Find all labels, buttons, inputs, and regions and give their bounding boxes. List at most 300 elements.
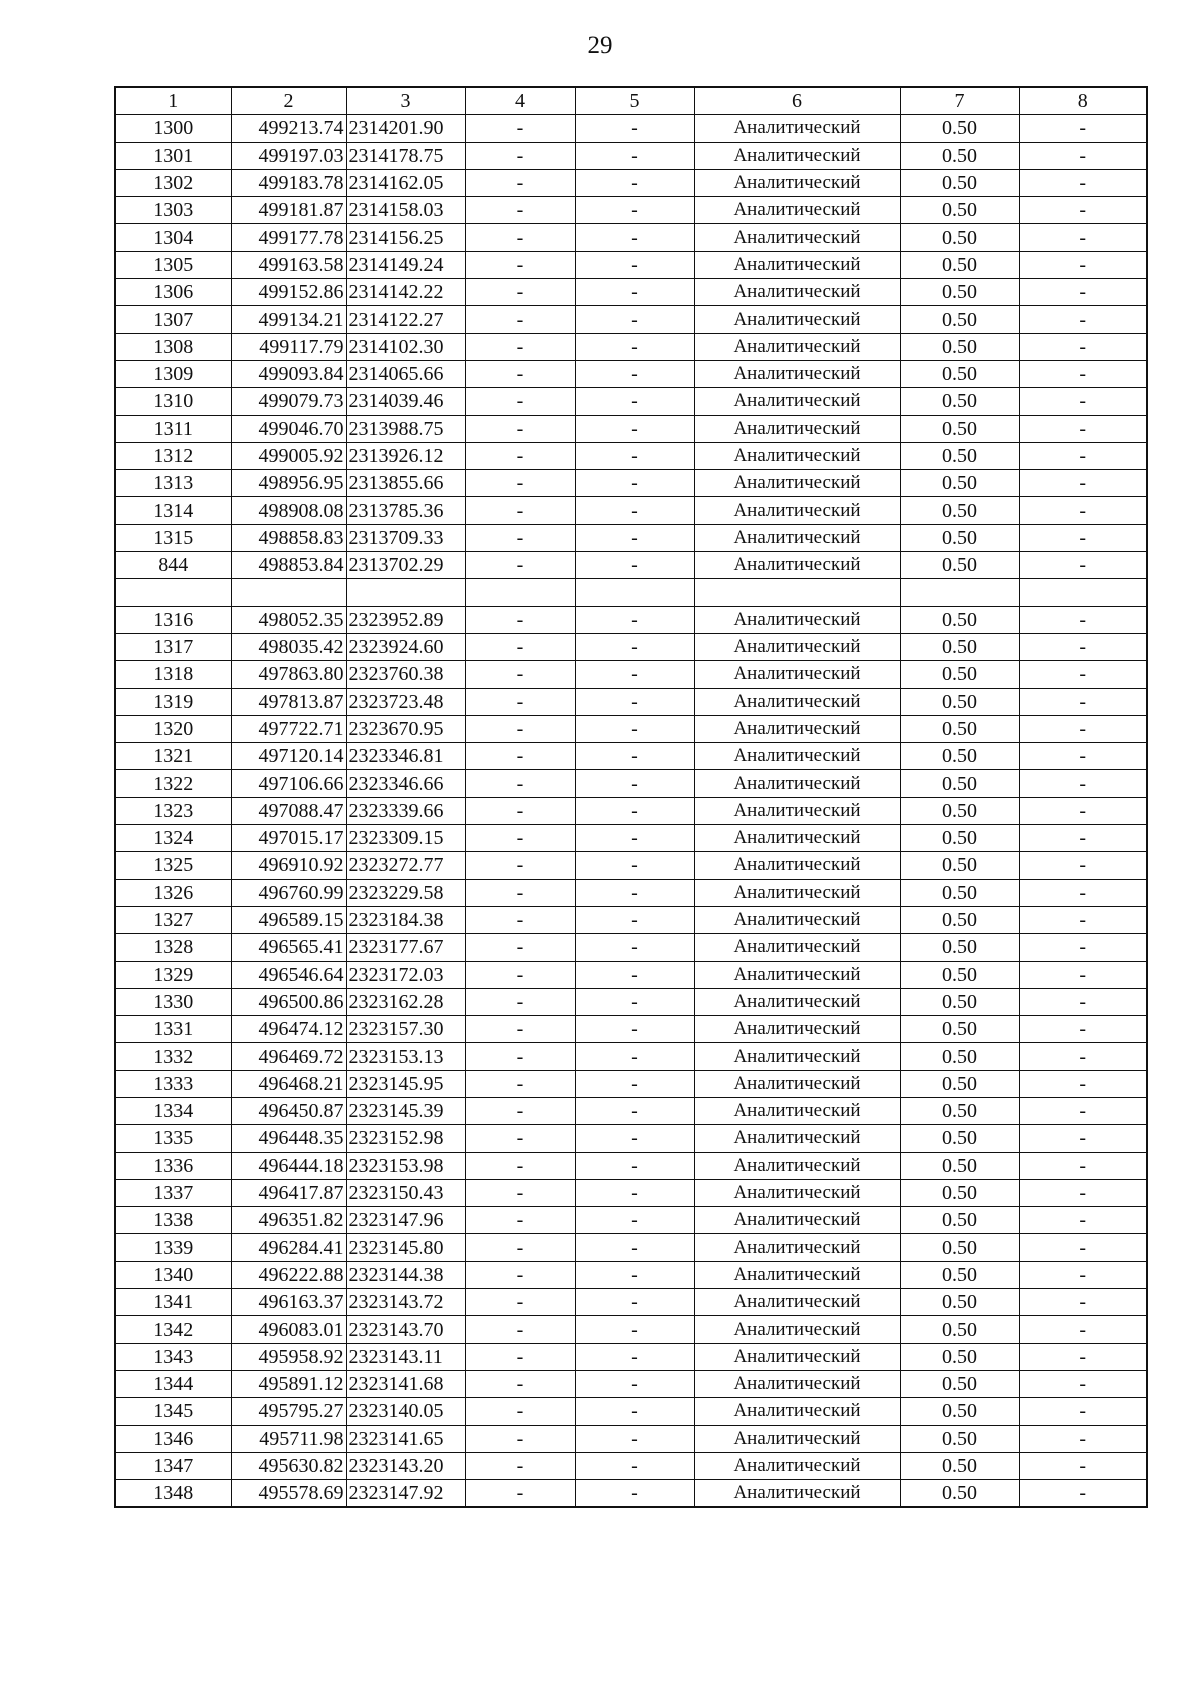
point-number-cell: 1306	[115, 279, 231, 306]
column-4-cell: -	[465, 633, 575, 660]
table-row	[115, 1261, 1147, 1288]
point-number-cell: 1342	[115, 1316, 231, 1343]
method-cell: Аналитический	[694, 934, 900, 961]
method-cell: Аналитический	[694, 988, 900, 1015]
column-4-cell	[465, 579, 575, 606]
table-row	[115, 1316, 1147, 1343]
accuracy-cell: 0.50	[900, 852, 1019, 879]
accuracy-cell: 0.50	[900, 279, 1019, 306]
table-row	[115, 251, 1147, 278]
table-row	[115, 715, 1147, 742]
column-4-cell: -	[465, 1097, 575, 1124]
column-4-cell: -	[465, 1425, 575, 1452]
column-4-cell: -	[465, 825, 575, 852]
y-coordinate-cell: 2323141.65	[346, 1425, 465, 1452]
y-coordinate-cell: 2314162.05	[346, 169, 465, 196]
method-cell: Аналитический	[694, 743, 900, 770]
column-header: 8	[1019, 87, 1147, 115]
point-number-cell: 1320	[115, 715, 231, 742]
point-number-cell: 1313	[115, 470, 231, 497]
method-cell: Аналитический	[694, 1207, 900, 1234]
column-8-cell: -	[1019, 524, 1147, 551]
x-coordinate-cell: 498035.42	[231, 633, 346, 660]
column-4-cell: -	[465, 1343, 575, 1370]
accuracy-cell: 0.50	[900, 1016, 1019, 1043]
x-coordinate-cell: 496448.35	[231, 1125, 346, 1152]
y-coordinate-cell: 2323339.66	[346, 797, 465, 824]
x-coordinate-cell: 496469.72	[231, 1043, 346, 1070]
point-number-cell: 1336	[115, 1152, 231, 1179]
y-coordinate-cell: 2314149.24	[346, 251, 465, 278]
y-coordinate-cell: 2323140.05	[346, 1398, 465, 1425]
column-5-cell: -	[575, 606, 694, 633]
column-5-cell: -	[575, 333, 694, 360]
point-number-cell: 1311	[115, 415, 231, 442]
x-coordinate-cell: 497088.47	[231, 797, 346, 824]
table-row	[115, 633, 1147, 660]
accuracy-cell: 0.50	[900, 306, 1019, 333]
column-8-cell: -	[1019, 306, 1147, 333]
table-row	[115, 442, 1147, 469]
column-5-cell: -	[575, 1343, 694, 1370]
method-cell: Аналитический	[694, 852, 900, 879]
column-5-cell: -	[575, 142, 694, 169]
table-row	[115, 1343, 1147, 1370]
x-coordinate-cell: 496083.01	[231, 1316, 346, 1343]
x-coordinate-cell: 499183.78	[231, 169, 346, 196]
method-cell: Аналитический	[694, 1370, 900, 1397]
table-row	[115, 906, 1147, 933]
point-number-cell: 1328	[115, 934, 231, 961]
column-5-cell: -	[575, 524, 694, 551]
column-4-cell: -	[465, 115, 575, 142]
y-coordinate-cell: 2323952.89	[346, 606, 465, 633]
column-8-cell: -	[1019, 415, 1147, 442]
method-cell: Аналитический	[694, 1016, 900, 1043]
column-5-cell: -	[575, 415, 694, 442]
y-coordinate-cell: 2313785.36	[346, 497, 465, 524]
accuracy-cell: 0.50	[900, 552, 1019, 579]
point-number-cell: 1343	[115, 1343, 231, 1370]
column-8-cell: -	[1019, 633, 1147, 660]
column-8-cell: -	[1019, 1097, 1147, 1124]
accuracy-cell: 0.50	[900, 251, 1019, 278]
x-coordinate-cell: 496500.86	[231, 988, 346, 1015]
table-row	[115, 606, 1147, 633]
column-8-cell: -	[1019, 797, 1147, 824]
x-coordinate-cell: 496760.99	[231, 879, 346, 906]
accuracy-cell: 0.50	[900, 825, 1019, 852]
column-5-cell: -	[575, 1480, 694, 1508]
column-header: 3	[346, 87, 465, 115]
x-coordinate-cell: 498858.83	[231, 524, 346, 551]
table-row	[115, 1452, 1147, 1479]
point-number-cell: 844	[115, 552, 231, 579]
x-coordinate-cell: 497120.14	[231, 743, 346, 770]
column-5-cell: -	[575, 388, 694, 415]
method-cell: Аналитический	[694, 251, 900, 278]
column-4-cell: -	[465, 606, 575, 633]
accuracy-cell: 0.50	[900, 1425, 1019, 1452]
accuracy-cell: 0.50	[900, 1207, 1019, 1234]
column-8-cell: -	[1019, 470, 1147, 497]
y-coordinate-cell: 2323147.92	[346, 1480, 465, 1508]
method-cell	[694, 579, 900, 606]
accuracy-cell: 0.50	[900, 633, 1019, 660]
method-cell: Аналитический	[694, 279, 900, 306]
table-row	[115, 1125, 1147, 1152]
column-4-cell: -	[465, 251, 575, 278]
y-coordinate-cell: 2314156.25	[346, 224, 465, 251]
point-number-cell: 1341	[115, 1289, 231, 1316]
point-number-cell: 1310	[115, 388, 231, 415]
table-row	[115, 497, 1147, 524]
column-4-cell: -	[465, 852, 575, 879]
table-row	[115, 797, 1147, 824]
point-number-cell: 1329	[115, 961, 231, 988]
point-number-cell: 1340	[115, 1261, 231, 1288]
table-row	[115, 1234, 1147, 1261]
column-5-cell: -	[575, 1370, 694, 1397]
y-coordinate-cell: 2323143.20	[346, 1452, 465, 1479]
y-coordinate-cell: 2314158.03	[346, 197, 465, 224]
column-5-cell	[575, 579, 694, 606]
method-cell: Аналитический	[694, 1152, 900, 1179]
column-8-cell: -	[1019, 961, 1147, 988]
table-row	[115, 1425, 1147, 1452]
method-cell: Аналитический	[694, 879, 900, 906]
column-5-cell: -	[575, 115, 694, 142]
method-cell: Аналитический	[694, 1480, 900, 1508]
column-5-cell: -	[575, 1316, 694, 1343]
column-8-cell: -	[1019, 661, 1147, 688]
y-coordinate-cell: 2314142.22	[346, 279, 465, 306]
column-5-cell: -	[575, 1207, 694, 1234]
column-8-cell: -	[1019, 934, 1147, 961]
column-5-cell: -	[575, 1179, 694, 1206]
y-coordinate-cell: 2323141.68	[346, 1370, 465, 1397]
accuracy-cell: 0.50	[900, 1152, 1019, 1179]
point-number-cell: 1317	[115, 633, 231, 660]
column-header: 6	[694, 87, 900, 115]
y-coordinate-cell: 2314122.27	[346, 306, 465, 333]
method-cell: Аналитический	[694, 1043, 900, 1070]
y-coordinate-cell: 2314178.75	[346, 142, 465, 169]
y-coordinate-cell: 2323143.70	[346, 1316, 465, 1343]
point-number-cell: 1312	[115, 442, 231, 469]
column-5-cell: -	[575, 797, 694, 824]
accuracy-cell: 0.50	[900, 333, 1019, 360]
column-4-cell: -	[465, 415, 575, 442]
method-cell: Аналитический	[694, 715, 900, 742]
table-row	[115, 934, 1147, 961]
table-row	[115, 552, 1147, 579]
table-row	[115, 1016, 1147, 1043]
column-4-cell: -	[465, 306, 575, 333]
method-cell: Аналитический	[694, 1452, 900, 1479]
column-4-cell: -	[465, 1261, 575, 1288]
point-number-cell: 1327	[115, 906, 231, 933]
column-4-cell: -	[465, 197, 575, 224]
x-coordinate-cell: 496222.88	[231, 1261, 346, 1288]
point-number-cell: 1309	[115, 360, 231, 387]
column-4-cell: -	[465, 333, 575, 360]
table-body	[115, 87, 1147, 1507]
table-row	[115, 197, 1147, 224]
column-4-cell: -	[465, 1316, 575, 1343]
table-row	[115, 879, 1147, 906]
column-8-cell: -	[1019, 1425, 1147, 1452]
x-coordinate-cell: 499177.78	[231, 224, 346, 251]
x-coordinate-cell: 498052.35	[231, 606, 346, 633]
column-header: 4	[465, 87, 575, 115]
column-4-cell: -	[465, 524, 575, 551]
column-8-cell: -	[1019, 279, 1147, 306]
method-cell: Аналитический	[694, 961, 900, 988]
page-number: 29	[587, 32, 613, 59]
table-row	[115, 1370, 1147, 1397]
column-5-cell: -	[575, 1261, 694, 1288]
column-5-cell: -	[575, 251, 694, 278]
method-cell: Аналитический	[694, 1125, 900, 1152]
accuracy-cell: 0.50	[900, 879, 1019, 906]
table-row	[115, 224, 1147, 251]
table-row	[115, 1289, 1147, 1316]
column-5-cell: -	[575, 1398, 694, 1425]
x-coordinate-cell: 499197.03	[231, 142, 346, 169]
table-row	[115, 279, 1147, 306]
point-number-cell: 1304	[115, 224, 231, 251]
column-4-cell: -	[465, 442, 575, 469]
y-coordinate-cell: 2323760.38	[346, 661, 465, 688]
x-coordinate-cell: 497863.80	[231, 661, 346, 688]
accuracy-cell: 0.50	[900, 906, 1019, 933]
column-4-cell: -	[465, 770, 575, 797]
x-coordinate-cell: 495578.69	[231, 1480, 346, 1508]
column-4-cell: -	[465, 1125, 575, 1152]
method-cell: Аналитический	[694, 524, 900, 551]
column-8-cell: -	[1019, 1016, 1147, 1043]
y-coordinate-cell	[346, 579, 465, 606]
y-coordinate-cell: 2323143.11	[346, 1343, 465, 1370]
accuracy-cell: 0.50	[900, 961, 1019, 988]
x-coordinate-cell: 495795.27	[231, 1398, 346, 1425]
column-5-cell: -	[575, 306, 694, 333]
column-4-cell: -	[465, 1207, 575, 1234]
column-8-cell: -	[1019, 1452, 1147, 1479]
y-coordinate-cell: 2323145.39	[346, 1097, 465, 1124]
x-coordinate-cell: 497106.66	[231, 770, 346, 797]
point-number-cell: 1305	[115, 251, 231, 278]
y-coordinate-cell: 2323346.66	[346, 770, 465, 797]
method-cell: Аналитический	[694, 661, 900, 688]
x-coordinate-cell: 497813.87	[231, 688, 346, 715]
accuracy-cell: 0.50	[900, 1179, 1019, 1206]
column-5-cell: -	[575, 633, 694, 660]
table-row	[115, 1179, 1147, 1206]
method-cell: Аналитический	[694, 1234, 900, 1261]
column-8-cell: -	[1019, 497, 1147, 524]
accuracy-cell: 0.50	[900, 415, 1019, 442]
table-row	[115, 524, 1147, 551]
point-number-cell: 1323	[115, 797, 231, 824]
column-8-cell: -	[1019, 1261, 1147, 1288]
table-row	[115, 1152, 1147, 1179]
column-5-cell: -	[575, 360, 694, 387]
method-cell: Аналитический	[694, 1425, 900, 1452]
accuracy-cell	[900, 579, 1019, 606]
method-cell: Аналитический	[694, 306, 900, 333]
column-8-cell: -	[1019, 1398, 1147, 1425]
point-number-cell: 1335	[115, 1125, 231, 1152]
column-8-cell: -	[1019, 1289, 1147, 1316]
accuracy-cell: 0.50	[900, 497, 1019, 524]
y-coordinate-cell: 2323924.60	[346, 633, 465, 660]
column-4-cell: -	[465, 169, 575, 196]
column-4-cell: -	[465, 1452, 575, 1479]
method-cell: Аналитический	[694, 224, 900, 251]
y-coordinate-cell: 2313702.29	[346, 552, 465, 579]
column-header: 2	[231, 87, 346, 115]
accuracy-cell: 0.50	[900, 1043, 1019, 1070]
table-row	[115, 115, 1147, 142]
accuracy-cell: 0.50	[900, 115, 1019, 142]
column-4-cell: -	[465, 879, 575, 906]
point-number-cell: 1345	[115, 1398, 231, 1425]
column-4-cell: -	[465, 279, 575, 306]
point-number-cell: 1301	[115, 142, 231, 169]
point-number-cell: 1331	[115, 1016, 231, 1043]
x-coordinate-cell: 496417.87	[231, 1179, 346, 1206]
table-row	[115, 470, 1147, 497]
point-number-cell: 1330	[115, 988, 231, 1015]
column-5-cell: -	[575, 552, 694, 579]
y-coordinate-cell: 2323143.72	[346, 1289, 465, 1316]
column-8-cell: -	[1019, 1043, 1147, 1070]
y-coordinate-cell: 2323272.77	[346, 852, 465, 879]
method-cell: Аналитический	[694, 688, 900, 715]
y-coordinate-cell: 2323147.96	[346, 1207, 465, 1234]
column-4-cell: -	[465, 1070, 575, 1097]
method-cell: Аналитический	[694, 1261, 900, 1288]
table-row	[115, 852, 1147, 879]
column-5-cell: -	[575, 169, 694, 196]
column-header: 5	[575, 87, 694, 115]
column-8-cell: -	[1019, 852, 1147, 879]
method-cell: Аналитический	[694, 552, 900, 579]
point-number-cell: 1315	[115, 524, 231, 551]
accuracy-cell: 0.50	[900, 1289, 1019, 1316]
y-coordinate-cell: 2323670.95	[346, 715, 465, 742]
column-4-cell: -	[465, 934, 575, 961]
method-cell: Аналитический	[694, 770, 900, 797]
column-8-cell: -	[1019, 606, 1147, 633]
column-4-cell: -	[465, 961, 575, 988]
table-row	[115, 825, 1147, 852]
x-coordinate-cell: 499117.79	[231, 333, 346, 360]
accuracy-cell: 0.50	[900, 470, 1019, 497]
y-coordinate-cell: 2313988.75	[346, 415, 465, 442]
point-number-cell: 1348	[115, 1480, 231, 1508]
method-cell: Аналитический	[694, 825, 900, 852]
column-8-cell: -	[1019, 879, 1147, 906]
table-row	[115, 415, 1147, 442]
accuracy-cell: 0.50	[900, 1234, 1019, 1261]
column-4-cell: -	[465, 988, 575, 1015]
column-5-cell: -	[575, 934, 694, 961]
point-number-cell	[115, 579, 231, 606]
x-coordinate-cell: 495958.92	[231, 1343, 346, 1370]
table-row	[115, 1043, 1147, 1070]
point-number-cell: 1334	[115, 1097, 231, 1124]
y-coordinate-cell: 2314039.46	[346, 388, 465, 415]
accuracy-cell: 0.50	[900, 743, 1019, 770]
y-coordinate-cell: 2323172.03	[346, 961, 465, 988]
x-coordinate-cell: 496589.15	[231, 906, 346, 933]
column-8-cell: -	[1019, 251, 1147, 278]
accuracy-cell: 0.50	[900, 1452, 1019, 1479]
x-coordinate-cell: 496163.37	[231, 1289, 346, 1316]
point-number-cell: 1322	[115, 770, 231, 797]
table-row	[115, 306, 1147, 333]
y-coordinate-cell: 2323144.38	[346, 1261, 465, 1288]
method-cell: Аналитический	[694, 169, 900, 196]
method-cell: Аналитический	[694, 470, 900, 497]
x-coordinate-cell: 499181.87	[231, 197, 346, 224]
column-4-cell: -	[465, 661, 575, 688]
column-8-cell: -	[1019, 552, 1147, 579]
column-5-cell: -	[575, 743, 694, 770]
accuracy-cell: 0.50	[900, 442, 1019, 469]
table-row	[115, 169, 1147, 196]
x-coordinate-cell: 496468.21	[231, 1070, 346, 1097]
accuracy-cell: 0.50	[900, 934, 1019, 961]
column-5-cell: -	[575, 1234, 694, 1261]
column-5-cell: -	[575, 279, 694, 306]
column-8-cell: -	[1019, 360, 1147, 387]
y-coordinate-cell: 2323723.48	[346, 688, 465, 715]
column-5-cell: -	[575, 1289, 694, 1316]
point-number-cell: 1302	[115, 169, 231, 196]
accuracy-cell: 0.50	[900, 1480, 1019, 1508]
x-coordinate-cell: 499046.70	[231, 415, 346, 442]
y-coordinate-cell: 2323162.28	[346, 988, 465, 1015]
accuracy-cell: 0.50	[900, 1343, 1019, 1370]
column-4-cell: -	[465, 224, 575, 251]
method-cell: Аналитический	[694, 1097, 900, 1124]
method-cell: Аналитический	[694, 442, 900, 469]
accuracy-cell: 0.50	[900, 1261, 1019, 1288]
accuracy-cell: 0.50	[900, 688, 1019, 715]
accuracy-cell: 0.50	[900, 524, 1019, 551]
x-coordinate-cell: 498956.95	[231, 470, 346, 497]
accuracy-cell: 0.50	[900, 715, 1019, 742]
point-number-cell: 1347	[115, 1452, 231, 1479]
x-coordinate-cell: 496565.41	[231, 934, 346, 961]
column-8-cell: -	[1019, 1207, 1147, 1234]
table-row	[115, 988, 1147, 1015]
column-5-cell: -	[575, 961, 694, 988]
column-8-cell: -	[1019, 715, 1147, 742]
method-cell: Аналитический	[694, 497, 900, 524]
accuracy-cell: 0.50	[900, 661, 1019, 688]
y-coordinate-cell: 2313926.12	[346, 442, 465, 469]
y-coordinate-cell: 2323309.15	[346, 825, 465, 852]
column-8-cell: -	[1019, 1070, 1147, 1097]
column-8-cell	[1019, 579, 1147, 606]
column-5-cell: -	[575, 988, 694, 1015]
column-4-cell: -	[465, 1234, 575, 1261]
